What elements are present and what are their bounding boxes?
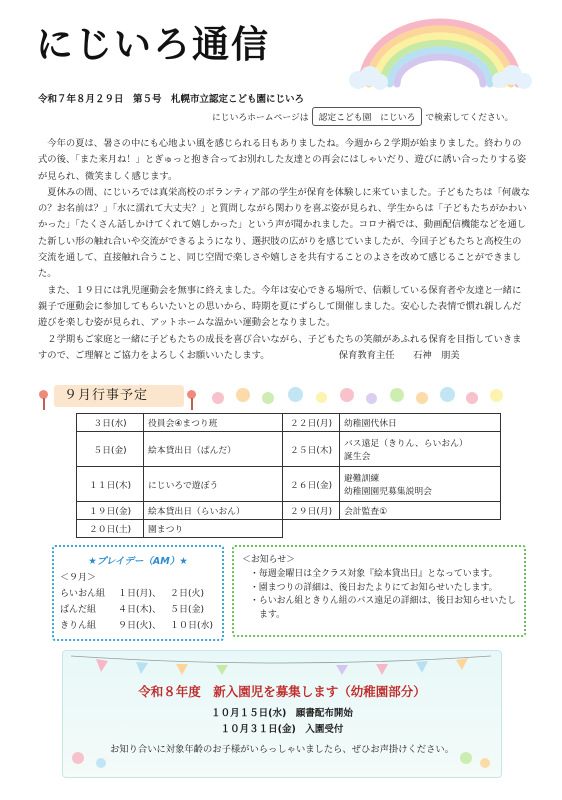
decor-dot bbox=[466, 392, 478, 404]
group-name: らいおん組 bbox=[60, 589, 106, 599]
decor-dot bbox=[316, 392, 327, 403]
bunting-decoration bbox=[66, 652, 496, 676]
list-item bbox=[60, 618, 222, 631]
decor-dot bbox=[212, 392, 224, 404]
event-line: 避難訓練 bbox=[344, 474, 380, 484]
decor-dot bbox=[72, 752, 84, 764]
table-row bbox=[77, 467, 501, 502]
notice-item: ・毎週金曜日は全クラス対象『絵本貸出日』となっています。 bbox=[250, 569, 498, 579]
event-date: ２６日(金) bbox=[283, 467, 340, 502]
homepage-prefix: にじいろホームページは bbox=[212, 113, 309, 123]
table-row bbox=[77, 502, 501, 520]
decor-dot bbox=[416, 392, 428, 404]
event-date: １９日(金) bbox=[77, 502, 144, 520]
search-keyword-box: 認定こども園 にじいろ bbox=[312, 107, 423, 126]
play-date: ２日(火) bbox=[170, 589, 205, 599]
decor-dot bbox=[390, 388, 404, 402]
playday-month: ＜９月＞ bbox=[60, 573, 97, 583]
decor-dot bbox=[460, 752, 472, 764]
event-name: 会計監査① bbox=[340, 502, 501, 520]
table-row bbox=[77, 520, 501, 538]
letter-paragraph: ２学期もご家庭と一緒に子どもたちの成長を喜び合いながら、子どもたちの笑顔があふれる保育を目指していきますので、ご理解とご協力をよろしくお願いいたします。 保育教育主任 石神 朋美 bbox=[38, 332, 530, 365]
decor-dot bbox=[288, 387, 303, 402]
event-date: ３日(水) bbox=[77, 414, 144, 432]
schedule-title: ９月行事予定 bbox=[54, 385, 184, 407]
recruitment-title: 令和８年度 新入園児を募集します（幼稚園部分） bbox=[138, 684, 426, 699]
list-item bbox=[60, 586, 222, 599]
decor-dot bbox=[236, 388, 250, 402]
decor-dot bbox=[480, 758, 490, 768]
event-name: 絵本貸出日（らいおん） bbox=[144, 502, 283, 520]
decor-dot bbox=[262, 392, 274, 404]
event-date: ５日(金) bbox=[77, 432, 144, 467]
homepage-line bbox=[212, 107, 513, 126]
event-name bbox=[340, 467, 501, 502]
notice-item: ・らいおん組ときりん組のバス遠足の詳細は、後日お知らせいたします。 bbox=[250, 596, 516, 620]
event-date: ２９日(月) bbox=[283, 502, 340, 520]
recruitment-date: １０月３１日(金) 入園受付 bbox=[220, 724, 344, 735]
event-date: ２２日(月) bbox=[283, 414, 340, 432]
list-item bbox=[60, 602, 222, 615]
homepage-suffix: で検索してください。 bbox=[425, 113, 514, 123]
event-name: にじいろで遊ぼう bbox=[144, 467, 283, 502]
event-name: 役員会④まつり班 bbox=[144, 414, 283, 432]
event-date: ２０日(土) bbox=[77, 520, 144, 538]
table-row bbox=[77, 414, 501, 432]
empty-cell bbox=[283, 520, 501, 538]
event-line: 幼稚園園児募集説明会 bbox=[344, 487, 432, 497]
event-name: 園まつり bbox=[144, 520, 283, 538]
issue-date-line: 令和７年８月２９日 第５号 札幌市立認定こども園にじいろ bbox=[38, 94, 305, 105]
decor-dot bbox=[96, 758, 106, 768]
notice-list bbox=[240, 568, 524, 622]
decor-dot bbox=[440, 387, 455, 402]
recruitment-note: お知り合いに対象年齢のお子様がいらっしゃいましたら、ぜひお声掛けください。 bbox=[110, 744, 454, 755]
group-name: ぱんだ組 bbox=[60, 605, 97, 615]
letter-paragraph: 夏休みの間、にじいろでは真栄高校のボランティア部の学生が保育を体験しに来ていました。子どもたちは「何歳なの？お名前は？」「水に濡れて大丈夫？」と質問しながら関わりを喜ぶ姿が見られ、学生からは「子どもたちがかわいかった」「たくさん話しかけてくれて嬉しかった」という声が聞かれました。コロナ禍では、動画配信機能などを通した新しい形の触れ合いや交流ができるようになり、選択肢の広がりを感じていましたが、今回子どもたちと高校生の交流を通して、直接触れ合うこと、同じ空間で楽しさや嬉しさを共有することのよさを改めて感じることができました。 bbox=[38, 186, 530, 280]
newsletter-title: にじいろ通信 bbox=[36, 23, 270, 66]
letter-paragraph: 今年の夏は、暑さの中にも心地よい風を感じられる日もありましたね。今週から２学期が始まりました。終わりの式の後、「また来月ね！」とぎゅっと抱き合ってお別れした友達との再会にはしゃいだり、遊びに誘い合ったりする姿が見られ、微笑ましく感じます。 bbox=[38, 138, 527, 182]
notice-title: ＜お知らせ＞ bbox=[242, 555, 295, 565]
letter-paragraph: また、１９日には乳児運動会を無事に終えました。今年は安心できる場所で、信頼している保育者や友達と一緒に親子で運動会に参加してもらいたいとの思いから、時期を夏にずらして開催しました。安心した表情で慣れ親しんだ遊びを楽しむ姿が見られ、アットホームな温かい運動会となりました。 bbox=[38, 284, 522, 329]
pin-stem bbox=[43, 398, 45, 410]
event-line: 誕生会 bbox=[344, 452, 371, 462]
decor-dot bbox=[340, 388, 354, 402]
event-date: １１日(木) bbox=[77, 467, 144, 502]
play-date: １日(月)、 bbox=[118, 589, 162, 599]
playday-box bbox=[52, 545, 224, 641]
greeting-letter bbox=[38, 136, 530, 364]
play-date: ４日(木)、 bbox=[118, 605, 162, 615]
table-row bbox=[77, 432, 501, 467]
playday-title: ★プレイデー（AM）★ bbox=[88, 556, 188, 567]
notice-box bbox=[232, 545, 526, 637]
schedule-table bbox=[76, 413, 501, 538]
signature: 保育教育主任 石神 朋美 bbox=[338, 349, 460, 361]
pin-stem bbox=[191, 398, 193, 410]
decor-dot bbox=[366, 393, 377, 404]
event-name: 幼稚園代休日 bbox=[340, 414, 501, 432]
recruitment-date: １０月１５日(水) 願書配布開始 bbox=[211, 708, 353, 719]
play-date: ５日(金) bbox=[170, 605, 205, 615]
event-date: ２５日(木) bbox=[283, 432, 340, 467]
decor-dot bbox=[490, 389, 503, 402]
group-name: きりん組 bbox=[60, 621, 97, 631]
rainbow-illustration bbox=[340, 10, 540, 90]
event-line: バス遠足（きりん、らいおん） bbox=[344, 439, 468, 449]
play-date: １０日(水) bbox=[170, 621, 214, 631]
notice-item: ・園まつりの詳細は、後日おたよりにてお知らせいたします。 bbox=[250, 582, 498, 593]
event-name: 絵本貸出日（ぱんだ） bbox=[144, 432, 283, 467]
event-name bbox=[340, 432, 501, 467]
play-date: ９日(火)、 bbox=[118, 621, 162, 631]
